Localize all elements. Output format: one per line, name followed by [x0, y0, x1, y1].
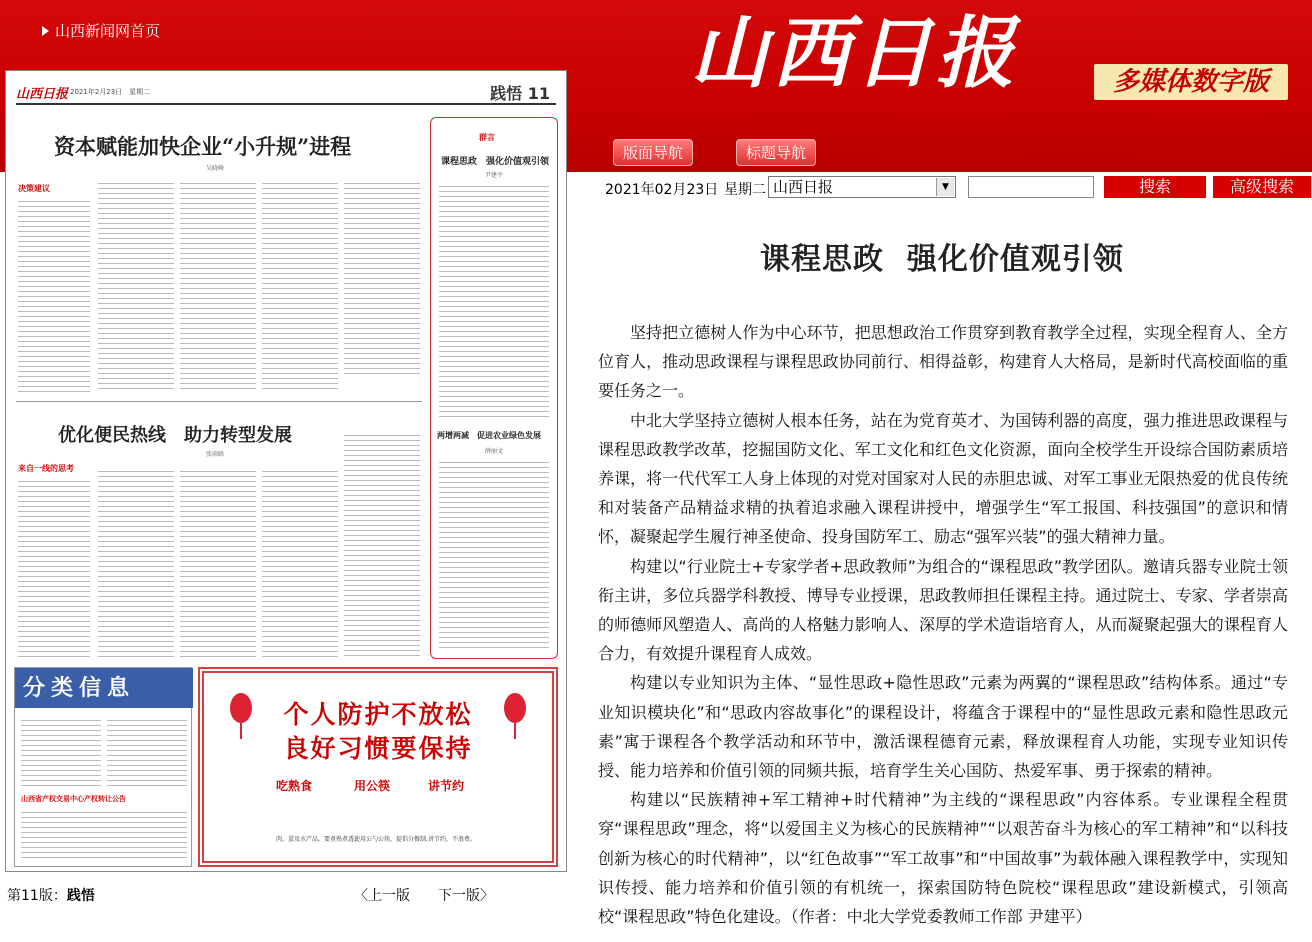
page-prefix: 第11版：: [7, 888, 67, 904]
paper-text-column: [98, 179, 174, 393]
issue-date: 2021年02月23日: [605, 182, 719, 198]
paper-headline-1[interactable]: 资本赋能加快企业“小升规”进程: [54, 134, 352, 159]
paper-top-rule: [16, 103, 556, 105]
home-link[interactable]: [42, 20, 160, 41]
tip-title: 用公筷: [354, 779, 391, 793]
chevron-down-icon[interactable]: ▼: [936, 178, 954, 196]
paper-byline-1: 吴晓峰: [206, 165, 225, 172]
ad-slogan-line-2: 良好习惯要保持: [283, 734, 473, 763]
article-title: 课程思政 强化价值观引领: [760, 242, 1124, 277]
paper-text-column: [18, 477, 90, 657]
article-paragraph: 构建以“民族精神+军工精神+时代精神”为主线的“课程思政”内容体系。专业课程全程贯穿“课程思政”理念，将“以爱国主义为核心的民族精神”“以艰苦奋斗为核心的军工精神”和“以科技创新为核心的时代精神”，以“红色故事”“军工故事”和“中国故事”为载体融入课程教学中，实现知识传授、能力培养和价值引领的有机统一，探索国防特色院校“课程思政”建设新模式，引领高校“课程思政”特色化建设。（作者：中北大学党委教师工作部 尹建平）: [598, 790, 1288, 927]
layout-nav-button[interactable]: 版面导航: [613, 139, 693, 166]
ad-slogan-line-1: 个人防护不放松: [283, 700, 473, 729]
article-body: [598, 318, 1288, 931]
paper-select-value: 山西日报: [773, 178, 834, 196]
search-button[interactable]: 搜索: [1104, 176, 1206, 198]
article-paragraph: 中北大学坚持立德树人根本任务，站在为党育英才、为国铸利器的高度，强力推进思政课程与课程思政教学改革，挖掘国防文化、军工文化和红色文化资源，面向全校学生开设综合国防素质培养课，将一代代军工人身上体现的对党对国家对人民的赤胆忠诚、对军工事业无限热爱的优良传统和对装备产品精益求精的执着追求融入课程讲授中，增强学生“军工报国、科技强国”的意识和情怀，凝聚起学生履行神圣使命、投身国防军工、励志“强军兴装”的强大精神力量。: [598, 410, 1288, 547]
paper-text-column: [180, 467, 256, 657]
paper-right-section: 群言: [479, 133, 495, 142]
page-name: 践悟: [66, 888, 95, 904]
paper-masthead: 山西日报: [16, 87, 69, 102]
title-nav-button[interactable]: 标题导航: [736, 139, 816, 166]
advanced-search-button[interactable]: 高级搜索: [1213, 176, 1311, 198]
paper-right-byline-2: 薛丽文: [485, 448, 504, 455]
paper-opinion-box: [430, 117, 558, 659]
tip-desc: 讲节约，不浪费。: [428, 836, 477, 843]
paper-right-headline-2[interactable]: 两增两减 促进农业绿色发展: [437, 430, 541, 440]
paper-text-column: [107, 716, 187, 786]
tip-item: [428, 777, 518, 845]
paper-text-column: [439, 458, 549, 648]
site-logo: 山西日报: [690, 8, 1019, 99]
article-paragraph: 构建以“行业院士+专家学者+思政教师”为组合的“课程思政”教学团队。邀请兵器专业院士领衔主讲，多位兵器学科教授、博导专业授课，思政教师担任课程主持。通过院士、专家、学者崇高的师德师风塑造人、高尚的人格魅力影响人、深厚的学术造诣培育人，从而凝聚起强大的课程育人合力，有效提升课程育人成效。: [598, 556, 1288, 664]
paper-headline-2[interactable]: 优化便民热线 助力转型发展: [58, 425, 292, 446]
paper-text-column: [344, 179, 420, 375]
paper-right-headline-1[interactable]: 课程思政 强化价值观引领: [441, 157, 550, 167]
paper-section-2: 来自一线的思考: [18, 464, 74, 473]
paper-text-column: [98, 467, 174, 657]
newspaper-page-preview[interactable]: [5, 70, 567, 872]
paper-divider: [16, 401, 422, 402]
article-paragraph: 坚持把立德树人作为中心环节，把思想政治工作贯穿到教育教学全过程，实现全程育人、全方位育人，推动思政课程与课程思政协同前行、相得益彰，构建育人大格局，是新时代高校面临的重要任务之一。: [598, 323, 1288, 401]
current-page-label: [7, 885, 95, 905]
classified-ad-notice: 山西省产权交易中心产权转让公告: [21, 795, 126, 803]
prev-page-link[interactable]: 〈上一版: [354, 888, 410, 904]
triangle-right-icon: [42, 26, 49, 36]
paper-section-1: 决策建议: [18, 184, 50, 193]
paper-text-column: [180, 179, 256, 393]
tip-item: [276, 777, 366, 845]
classified-ad-header: 分类信息: [15, 668, 193, 708]
paper-text-column: [21, 808, 187, 862]
home-link-label: 山西新闻网首页: [55, 22, 161, 40]
public-service-ad[interactable]: [198, 667, 558, 867]
paper-byline-2: 张雨晗: [206, 451, 225, 458]
article-paragraph: 构建以专业知识为主体、“显性思政+隐性思政”元素为两翼的“课程思政”结构体系。通过“专业知识模块化”和“思政内容故事化”的课程设计，将蕴含于课程中的“显性思政元素和隐性思政元素”寓于课程各个教学活动和环节中，激活课程德育元素，释放课程育人功能，实现专业知识传授、能力培养和价值引领的同频共振，培育学生关心国防、热爱军事、勇于探索的精神。: [598, 673, 1288, 781]
next-page-link[interactable]: 下一版〉: [438, 888, 494, 904]
paper-text-column: [18, 197, 90, 393]
classified-ad[interactable]: [14, 667, 192, 867]
paper-select[interactable]: [768, 176, 956, 198]
paper-text-column: [439, 182, 549, 418]
search-input[interactable]: [968, 176, 1094, 198]
paper-text-column: [21, 716, 101, 786]
paper-text-column: [344, 431, 420, 657]
paper-text-column: [262, 467, 338, 657]
tip-desc: 肉、蛋及水产品，要煮熟煮透。: [276, 836, 361, 843]
issue-weekday: 星期二: [724, 182, 766, 198]
paper-text-column: [262, 179, 338, 393]
tip-title: 吃熟食: [276, 779, 313, 793]
paper-date-line: 2021年2月23日 星期二: [70, 88, 151, 96]
tip-desc: 使用公勺公筷，提倡分餐制。: [354, 836, 433, 843]
tip-title: 讲节约: [428, 779, 465, 793]
paper-right-byline-1: 尹建平: [485, 172, 504, 179]
edition-badge: 多媒体数字版: [1094, 64, 1288, 100]
paper-page-label: 践悟 11: [490, 84, 550, 103]
